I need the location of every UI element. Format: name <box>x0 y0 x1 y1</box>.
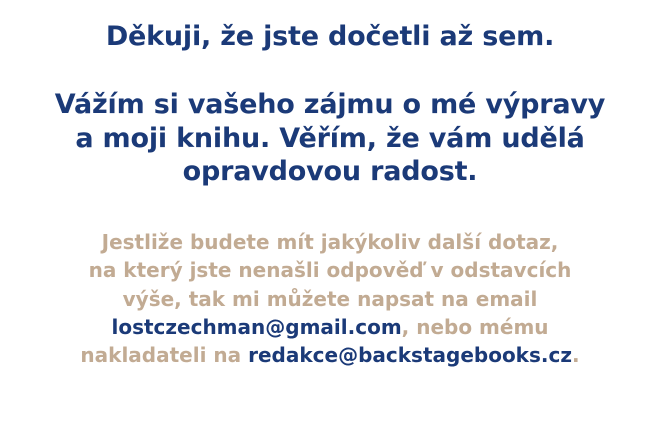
page-title: Děkuji, že jste dočetli až sem. <box>105 21 555 52</box>
email-link-secondary[interactable]: redakce@backstagebooks.cz <box>248 343 572 368</box>
email-link-primary[interactable]: lostczechman@gmail.com <box>111 315 402 340</box>
contact-note <box>18 228 642 370</box>
note-line-email-primary <box>18 313 642 341</box>
note-line: na který jste nenašli odpověď v odstavcích <box>88 258 572 283</box>
subheading <box>18 88 642 188</box>
note-line: Jestliže budete mít jakýkoliv další dotaz, <box>101 229 559 254</box>
note-line: výše, tak mi můžete napsat na email <box>122 286 538 311</box>
note-text: nakladateli na <box>80 343 249 368</box>
note-text: , nebo mému <box>401 315 549 340</box>
note-line-email-secondary <box>18 341 642 369</box>
subheading-line: a moji knihu. Věřím, že vám udělá <box>75 122 585 154</box>
subheading-line: opravdovou radost. <box>182 156 478 188</box>
subheading-line: Vážím si vašeho zájmu o mé výpravy <box>54 89 606 121</box>
note-text: . <box>571 343 580 368</box>
